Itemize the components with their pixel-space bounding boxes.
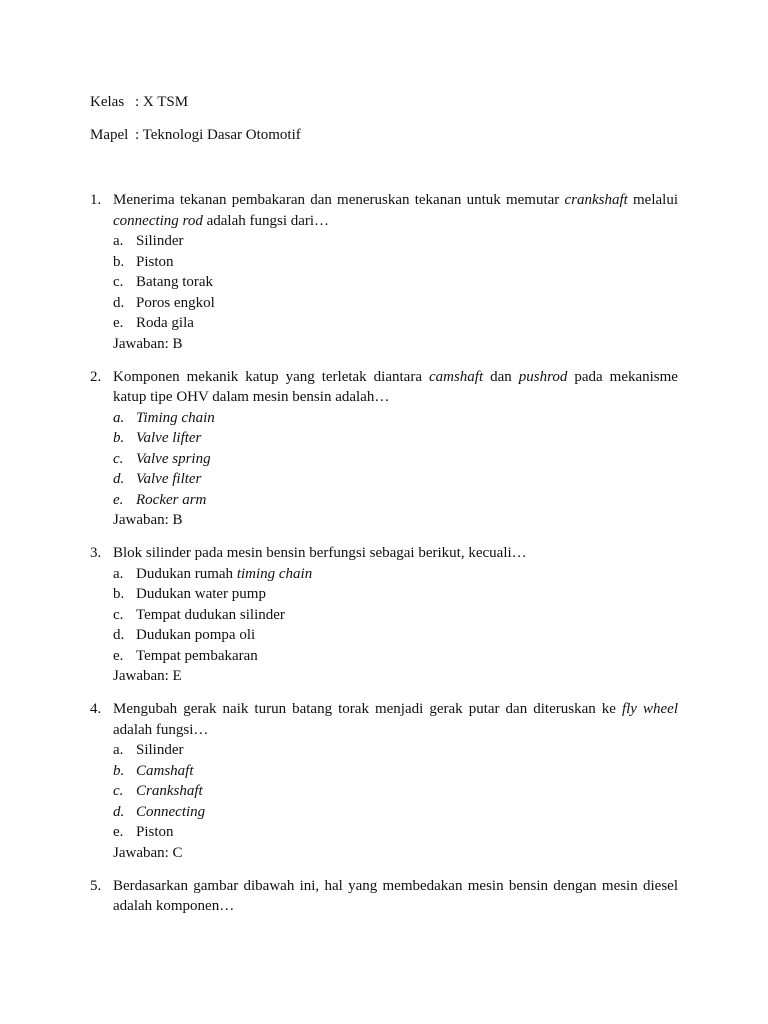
option-e bbox=[113, 313, 678, 334]
option-letter: a. bbox=[113, 409, 125, 426]
option-e bbox=[113, 490, 678, 511]
option-text: Timing chain bbox=[136, 409, 215, 426]
option-text: Valve lifter bbox=[136, 430, 202, 446]
option-a bbox=[113, 740, 678, 761]
option-letter: e. bbox=[113, 491, 124, 508]
option-letter: d. bbox=[113, 803, 125, 820]
question-text-italic: camshaft bbox=[428, 368, 484, 385]
answer-text: Jawaban: B bbox=[113, 335, 183, 352]
option-d bbox=[113, 802, 678, 823]
option-list bbox=[113, 564, 678, 667]
option-text: Rocker arm bbox=[136, 491, 207, 508]
question-5 bbox=[90, 876, 678, 917]
document-page bbox=[90, 92, 678, 929]
question-text-part: dan bbox=[483, 368, 519, 385]
option-letter: c. bbox=[113, 606, 124, 623]
option-list bbox=[113, 408, 678, 511]
question-number: 3. bbox=[90, 545, 102, 561]
option-e bbox=[113, 822, 678, 843]
option-b bbox=[113, 252, 678, 273]
option-text: Tempat pembakaran bbox=[136, 647, 258, 664]
question-4 bbox=[90, 699, 678, 863]
option-d bbox=[113, 625, 678, 646]
option-letter: c. bbox=[113, 450, 124, 467]
option-letter: b. bbox=[113, 762, 125, 779]
option-list bbox=[113, 231, 678, 334]
option-c bbox=[113, 449, 678, 470]
option-text: Batang torak bbox=[136, 274, 214, 290]
kelas-value: : X TSM bbox=[135, 94, 189, 110]
option-list bbox=[113, 740, 678, 843]
question-number: 4. bbox=[90, 701, 102, 717]
question-text-italic: fly wheel bbox=[621, 701, 678, 717]
option-text: Dudukan pompa oli bbox=[136, 627, 256, 643]
option-letter: e. bbox=[113, 315, 124, 331]
option-text: Connecting bbox=[136, 803, 206, 820]
answer-text: Jawaban: E bbox=[113, 668, 182, 684]
option-text: Poros engkol bbox=[136, 294, 215, 311]
option-text: Silinder bbox=[136, 233, 184, 249]
option-text: Roda gila bbox=[136, 315, 194, 331]
question-text-part: Komponen mekanik katup yang terletak diantara bbox=[113, 368, 429, 385]
question-text-part: pada mekanisme katup tipe OHV dalam mesin bensin adalah… bbox=[113, 368, 678, 405]
question-number: 2. bbox=[90, 368, 102, 385]
option-c bbox=[113, 781, 678, 802]
header-kelas bbox=[90, 92, 678, 112]
option-text: Valve spring bbox=[136, 450, 211, 467]
answer-text: Jawaban: C bbox=[113, 844, 183, 861]
option-text-italic: timing chain bbox=[236, 565, 313, 582]
option-e bbox=[113, 646, 678, 667]
option-d bbox=[113, 469, 678, 490]
question-text bbox=[113, 367, 678, 408]
option-letter: b. bbox=[113, 430, 125, 446]
question-text-italic: pushrod bbox=[518, 368, 568, 385]
option-letter: a. bbox=[113, 742, 124, 758]
question-text-part: adalah fungsi dari… bbox=[202, 212, 330, 229]
kelas-label: Kelas bbox=[90, 94, 125, 110]
option-letter: c. bbox=[113, 274, 124, 290]
question-number: 5. bbox=[90, 877, 102, 894]
option-letter: d. bbox=[113, 294, 125, 311]
header-mapel bbox=[90, 125, 678, 145]
question-text-part: Mengubah gerak naik turun batang torak menjadi gerak putar dan diteruskan ke bbox=[113, 701, 622, 717]
question-text-part: melalui bbox=[627, 192, 678, 208]
question-text-part: Menerima tekanan pembakaran dan meneruskan tekanan untuk memutar bbox=[113, 192, 565, 208]
option-a bbox=[113, 564, 678, 585]
question-1 bbox=[90, 190, 678, 354]
mapel-value: : Teknologi Dasar Otomotif bbox=[135, 127, 301, 143]
option-b bbox=[113, 428, 678, 449]
mapel-label: Mapel bbox=[90, 127, 129, 143]
question-text: Blok silinder pada mesin bensin berfungsi sebagai berikut, kecuali… bbox=[113, 545, 527, 561]
option-text: Crankshaft bbox=[136, 783, 203, 799]
option-letter: b. bbox=[113, 586, 125, 602]
question-text bbox=[113, 190, 678, 231]
option-text: Piston bbox=[136, 253, 174, 270]
option-text: Piston bbox=[136, 824, 174, 840]
option-c bbox=[113, 605, 678, 626]
option-text: Valve filter bbox=[136, 471, 202, 487]
option-letter: c. bbox=[113, 783, 124, 799]
answer-text: Jawaban: B bbox=[113, 512, 183, 528]
question-number: 1. bbox=[90, 192, 102, 208]
option-letter: a. bbox=[113, 565, 124, 582]
option-letter: e. bbox=[113, 647, 124, 664]
option-text: Dudukan rumah bbox=[136, 565, 237, 582]
option-a bbox=[113, 231, 678, 252]
option-text: Tempat dudukan silinder bbox=[136, 606, 285, 623]
question-text-part: adalah fungsi… bbox=[113, 721, 209, 738]
option-b bbox=[113, 761, 678, 782]
option-text: Camshaft bbox=[136, 762, 194, 779]
question-3 bbox=[90, 543, 678, 687]
question-text-italic: connecting rod bbox=[113, 212, 203, 229]
option-letter: e. bbox=[113, 824, 124, 840]
option-b bbox=[113, 584, 678, 605]
question-2 bbox=[90, 367, 678, 531]
option-text: Dudukan water pump bbox=[136, 586, 266, 602]
option-letter: a. bbox=[113, 233, 124, 249]
option-letter: d. bbox=[113, 471, 125, 487]
question-text bbox=[113, 699, 678, 740]
option-letter: d. bbox=[113, 627, 125, 643]
option-letter: b. bbox=[113, 253, 125, 270]
question-text-italic: crankshaft bbox=[564, 192, 628, 208]
option-c bbox=[113, 272, 678, 293]
question-text: Berdasarkan gambar dibawah ini, hal yang membedakan mesin bensin dengan mesin diesel adalah komponen… bbox=[113, 877, 678, 914]
option-a bbox=[113, 408, 678, 429]
option-text: Silinder bbox=[136, 742, 184, 758]
option-d bbox=[113, 293, 678, 314]
